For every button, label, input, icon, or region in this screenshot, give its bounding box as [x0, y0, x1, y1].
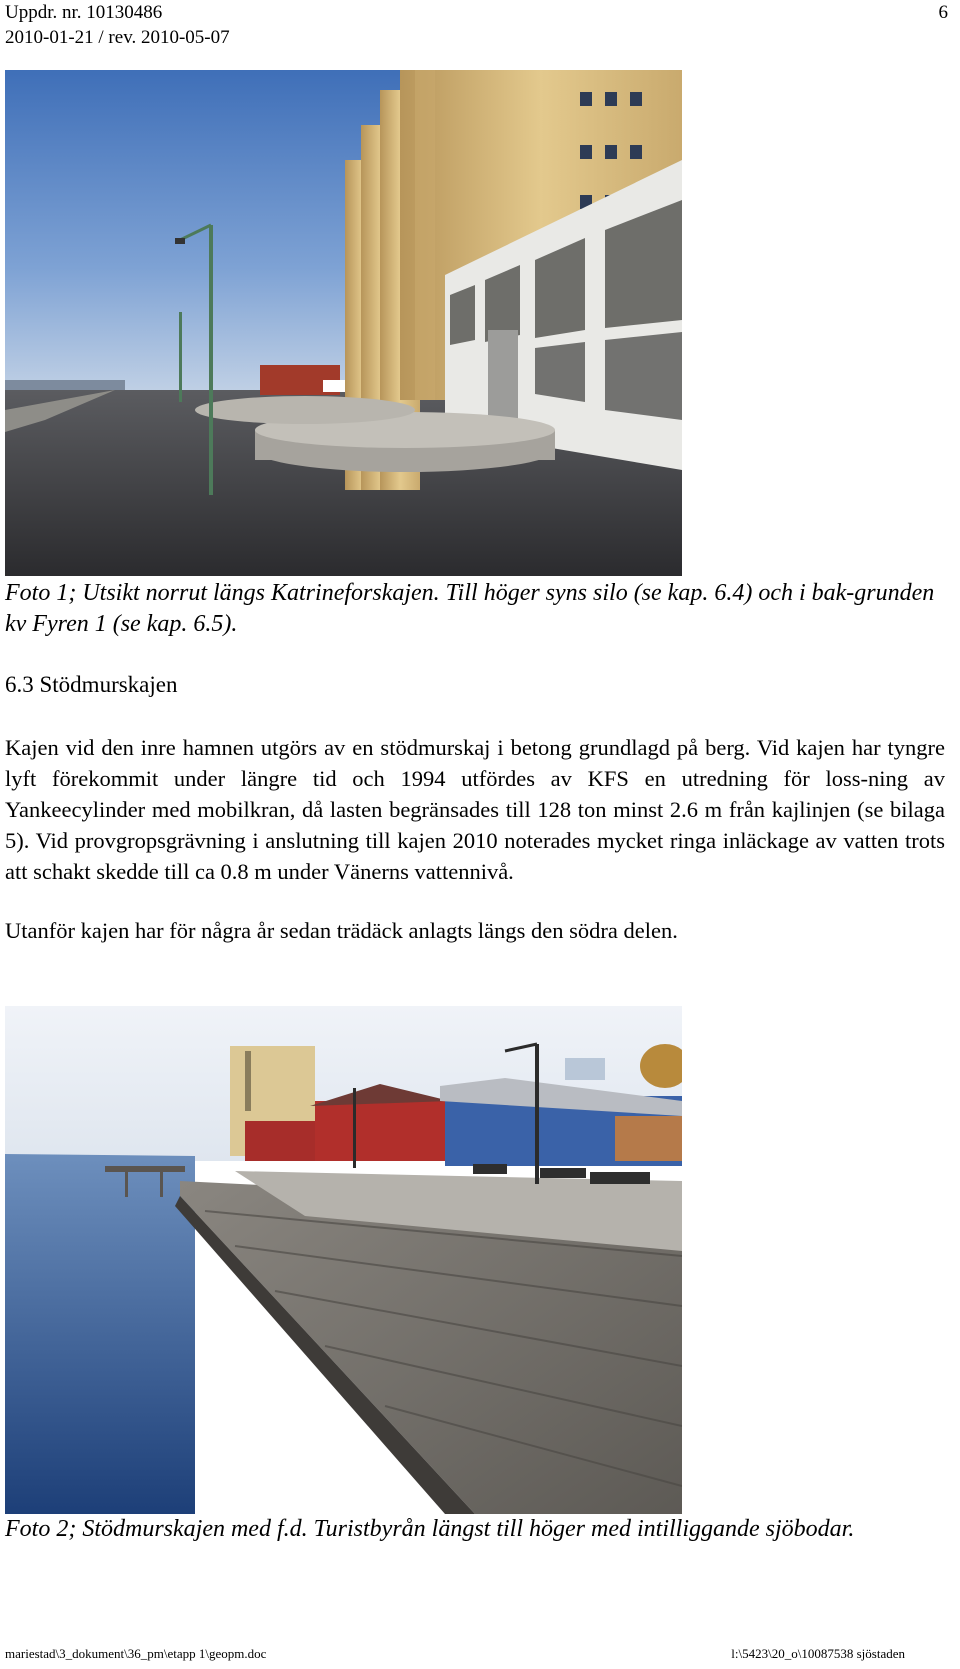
photo-retaining-wall-quay — [5, 1006, 682, 1514]
document-header — [5, 0, 230, 50]
photo-quay-silo — [5, 70, 682, 576]
footer-file-path: mariestad\3_dokument\36_pm\etapp 1\geopm.doc — [5, 1646, 267, 1661]
photo2-caption: Foto 2; Stödmurskajen med f.d. Turistbyrån längst till höger med intilliggande sjöbodar. — [5, 1516, 855, 1542]
section-paragraph-1: Kajen vid den inre hamnen utgörs av en stödmurskaj i betong grundlagd på berg. Vid kajen har tyngre lyft förekommit under längre tid och 1994 utfördes av KFS en utredning för loss-ning av Yankeecylinder med mobilkran, då lasten begränsades till 128 ton minst 2.6 m från kajlinjen (se bilaga 5). Vid provgropsgrävning i anslutning till kajen 2010 noterades mycket ringa inläckage av vatten trots att schakt skedde till ca 0.8 m under Vänerns vattennivå. — [5, 735, 945, 884]
section-paragraph-2: Utanför kajen har för några år sedan trädäck anlagts längs den södra delen. — [5, 918, 678, 943]
page-number: 6 — [938, 2, 948, 23]
assignment-number: Uppdr. nr. 10130486 — [5, 2, 163, 23]
revision-date: 2010-01-21 / rev. 2010-05-07 — [5, 27, 230, 48]
section-heading: 6.3 Stödmurskajen — [5, 672, 178, 697]
photo1-caption: Foto 1; Utsikt norrut längs Katrineforskajen. Till höger syns silo (se kap. 6.4) och i bak-grunden kv Fyren 1 (se kap. 6.5). — [5, 580, 935, 637]
footer-project-path: l:\5423\20_o\10087538 sjöstaden — [731, 1646, 905, 1661]
